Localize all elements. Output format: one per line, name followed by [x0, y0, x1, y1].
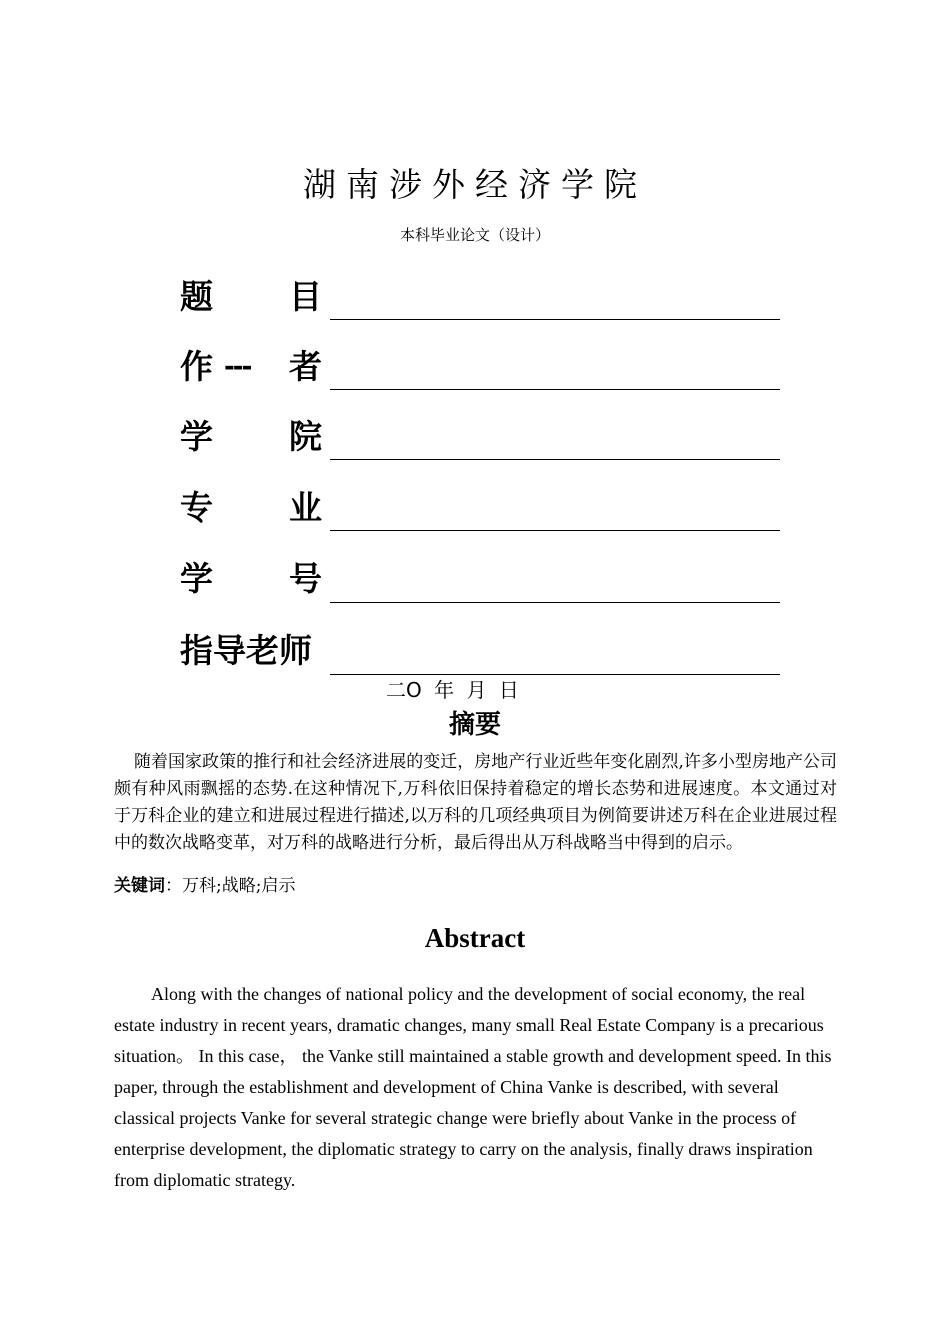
school-name: 湖南涉外经济学院	[303, 165, 647, 204]
zh-keywords	[114, 873, 837, 899]
field-label-student-id-first: 学	[180, 559, 213, 598]
field-label-major-last: 业	[289, 488, 322, 527]
thesis-subtitle: 本科毕业论文（设计）	[399, 226, 550, 244]
field-line-major	[330, 530, 780, 531]
field-line-college	[330, 459, 780, 460]
field-label-author-dashes: ---	[224, 352, 251, 382]
field-label-student-id	[180, 557, 322, 601]
field-label-student-id-last: 号	[289, 559, 322, 598]
field-label-advisor-text: 指导老师	[180, 631, 312, 670]
en-abstract-body: Along with the changes of national policy and the development of social economy, the real estate industry in recent years, dramatic changes, many small Real Estate Company is a precarious situation。 In this case， the Vanke still maintained a stable growth and development speed. In this paper, through the establishment and development of China Vanke is described, with several classical projects Vanke for several strategic change were briefly about Vanke in the process of enterprise development, the diplomatic strategy to carry on the analysis, finally draws inspiration from diplomatic strategy.	[114, 984, 832, 1190]
en-abstract-heading: Abstract	[424, 923, 526, 953]
field-label-author-last: 者	[289, 347, 322, 386]
field-label-college-last: 院	[289, 417, 322, 456]
field-line-author	[330, 389, 780, 390]
field-label-title-first: 题	[180, 277, 213, 316]
zh-abstract-body: 随着国家政策的推行和社会经济进展的变迁，房地产行业近些年变化剧烈,许多小型房地产公司颇有种风雨飘摇的态势.在这种情况下,万科依旧保持着稳定的增长态势和进展速度。本文通过对于万科企业的建立和进展过程进行描述,以万科的几项经典项目为例简要讲述万科在企业进展过程中的数次战略变革，对万科的战略进行分析，最后得出从万科战略当中得到的启示。	[114, 752, 837, 853]
zh-abstract-heading: 摘要	[448, 710, 501, 740]
field-label-title	[180, 275, 322, 319]
field-label-college	[180, 415, 322, 459]
field-label-major	[180, 486, 322, 530]
field-label-college-first: 学	[180, 417, 213, 456]
field-label-author	[180, 345, 322, 389]
zh-keywords-values: 万科;战略;启示	[182, 876, 296, 896]
field-line-advisor	[330, 674, 780, 675]
field-line-student-id	[330, 602, 780, 603]
zh-keywords-separator: ：	[165, 876, 182, 896]
field-line-title	[330, 319, 780, 320]
field-label-title-last: 目	[289, 277, 322, 316]
field-label-major-first: 专	[180, 488, 213, 527]
cover-date: 二O 年 月 日	[386, 678, 519, 702]
field-label-author-first: 作	[180, 347, 213, 386]
zh-keywords-label: 关键词	[114, 876, 165, 896]
field-label-advisor	[180, 629, 322, 673]
